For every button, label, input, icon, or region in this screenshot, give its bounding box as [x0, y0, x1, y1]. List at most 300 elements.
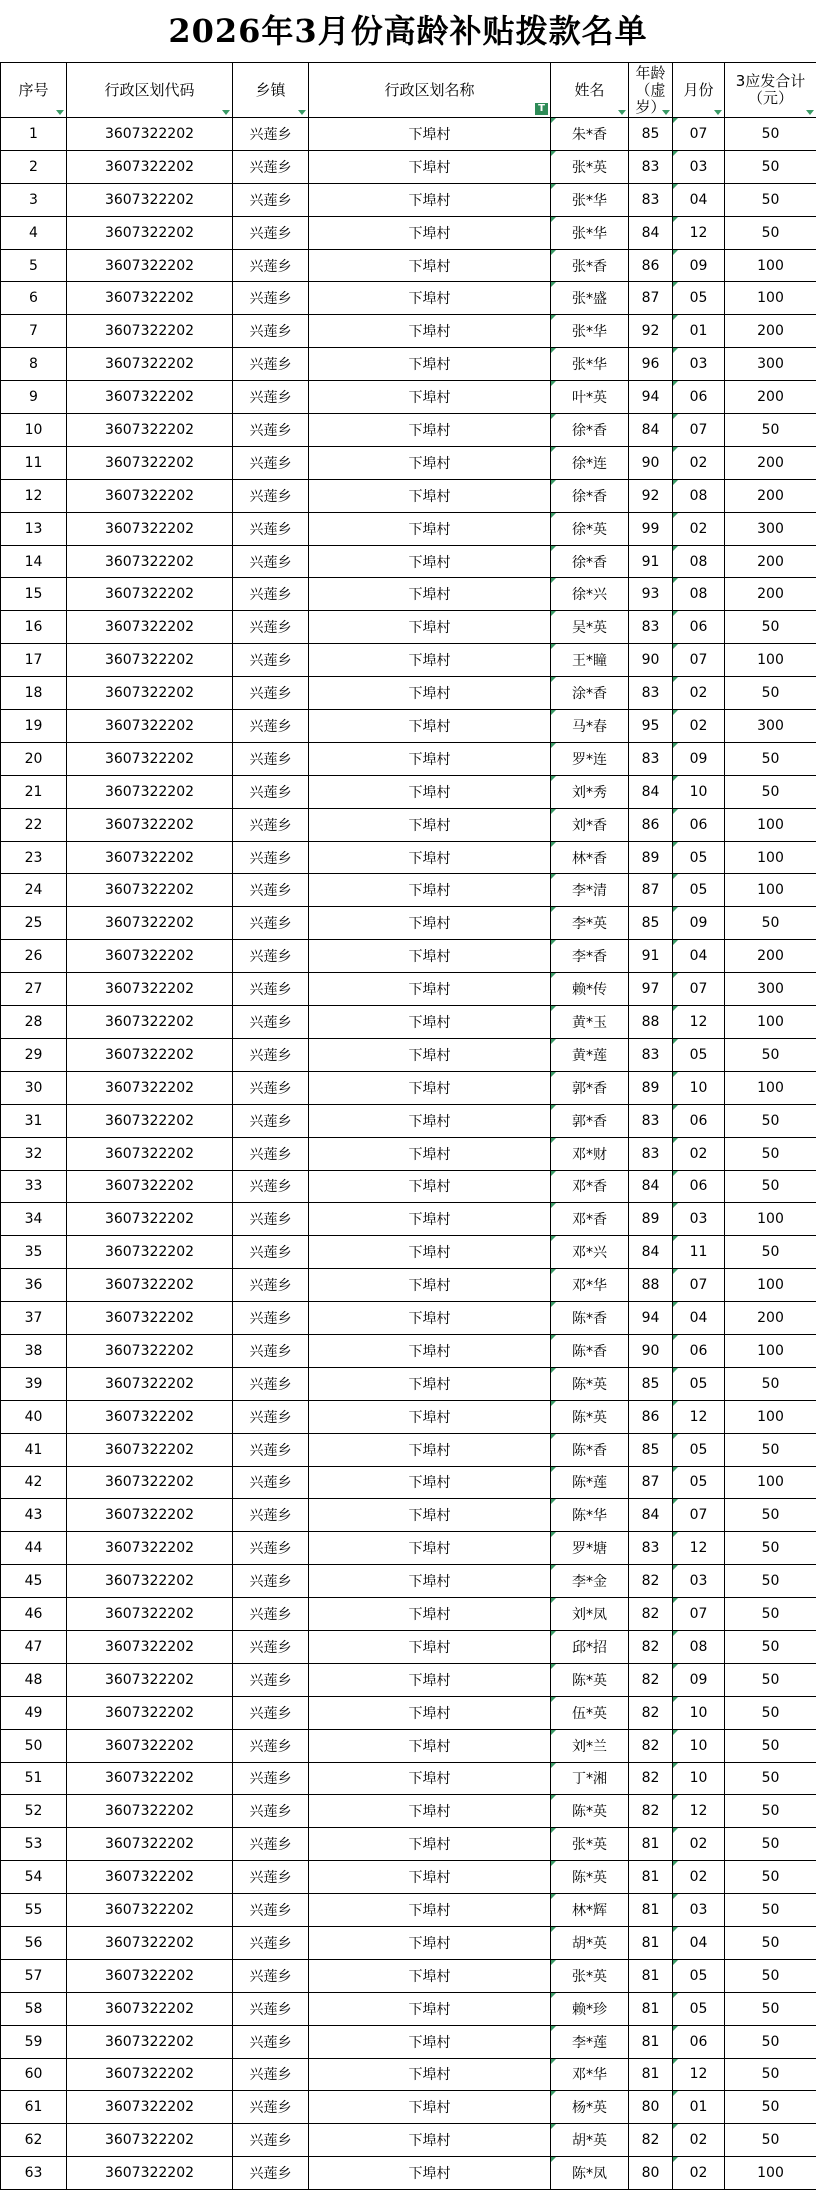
region-name-cell[interactable]: 下埠村: [309, 1828, 551, 1861]
town-cell[interactable]: 兴莲乡: [233, 2091, 309, 2124]
region-name-cell[interactable]: 下埠村: [309, 677, 551, 710]
region-name-cell[interactable]: 下埠村: [309, 644, 551, 677]
month-cell[interactable]: 09: [673, 907, 725, 940]
region-name-cell[interactable]: 下埠村: [309, 1894, 551, 1927]
town-cell[interactable]: 兴莲乡: [233, 644, 309, 677]
age-cell[interactable]: 90: [629, 1334, 673, 1367]
name-cell[interactable]: 郭*香: [551, 1104, 629, 1137]
seq-cell[interactable]: 9: [1, 381, 67, 414]
month-cell[interactable]: 05: [673, 841, 725, 874]
seq-cell[interactable]: 57: [1, 1959, 67, 1992]
age-cell[interactable]: 83: [629, 183, 673, 216]
age-cell[interactable]: 83: [629, 611, 673, 644]
seq-cell[interactable]: 36: [1, 1269, 67, 1302]
filter-dropdown-icon[interactable]: [222, 110, 230, 115]
region-name-cell[interactable]: 下埠村: [309, 1466, 551, 1499]
seq-cell[interactable]: 46: [1, 1598, 67, 1631]
age-cell[interactable]: 84: [629, 1170, 673, 1203]
code-cell[interactable]: 3607322202: [67, 1466, 233, 1499]
age-cell[interactable]: 91: [629, 940, 673, 973]
name-cell[interactable]: 徐*英: [551, 512, 629, 545]
name-cell[interactable]: 李*金: [551, 1565, 629, 1598]
age-cell[interactable]: 88: [629, 1269, 673, 1302]
name-cell[interactable]: 徐*香: [551, 479, 629, 512]
region-name-cell[interactable]: 下埠村: [309, 1038, 551, 1071]
name-cell[interactable]: 陈*凤: [551, 2157, 629, 2190]
amount-cell[interactable]: 50: [725, 2124, 816, 2157]
name-cell[interactable]: 李*香: [551, 940, 629, 973]
town-cell[interactable]: 兴莲乡: [233, 414, 309, 447]
code-cell[interactable]: 3607322202: [67, 1894, 233, 1927]
region-name-cell[interactable]: 下埠村: [309, 1959, 551, 1992]
filter-active-icon[interactable]: T: [535, 103, 548, 115]
age-cell[interactable]: 87: [629, 282, 673, 315]
month-cell[interactable]: 06: [673, 1104, 725, 1137]
amount-cell[interactable]: 50: [725, 1992, 816, 2025]
amount-cell[interactable]: 100: [725, 808, 816, 841]
town-cell[interactable]: 兴莲乡: [233, 1038, 309, 1071]
age-cell[interactable]: 84: [629, 1499, 673, 1532]
town-cell[interactable]: 兴莲乡: [233, 1203, 309, 1236]
code-cell[interactable]: 3607322202: [67, 2157, 233, 2190]
code-cell[interactable]: 3607322202: [67, 1926, 233, 1959]
amount-cell[interactable]: 50: [725, 1532, 816, 1565]
name-cell[interactable]: 陈*香: [551, 1334, 629, 1367]
age-cell[interactable]: 95: [629, 710, 673, 743]
seq-cell[interactable]: 10: [1, 414, 67, 447]
town-cell[interactable]: 兴莲乡: [233, 775, 309, 808]
month-cell[interactable]: 12: [673, 1006, 725, 1039]
town-cell[interactable]: 兴莲乡: [233, 940, 309, 973]
code-cell[interactable]: 3607322202: [67, 2025, 233, 2058]
amount-cell[interactable]: 100: [725, 644, 816, 677]
region-name-cell[interactable]: 下埠村: [309, 2091, 551, 2124]
age-cell[interactable]: 81: [629, 1828, 673, 1861]
name-cell[interactable]: 罗*塘: [551, 1532, 629, 1565]
name-cell[interactable]: 刘*秀: [551, 775, 629, 808]
seq-cell[interactable]: 34: [1, 1203, 67, 1236]
month-cell[interactable]: 12: [673, 2058, 725, 2091]
amount-cell[interactable]: 50: [725, 1598, 816, 1631]
seq-cell[interactable]: 54: [1, 1861, 67, 1894]
month-cell[interactable]: 08: [673, 578, 725, 611]
code-cell[interactable]: 3607322202: [67, 1696, 233, 1729]
town-cell[interactable]: 兴莲乡: [233, 446, 309, 479]
age-cell[interactable]: 83: [629, 1104, 673, 1137]
name-cell[interactable]: 杨*英: [551, 2091, 629, 2124]
town-cell[interactable]: 兴莲乡: [233, 611, 309, 644]
age-cell[interactable]: 83: [629, 742, 673, 775]
code-cell[interactable]: 3607322202: [67, 907, 233, 940]
name-cell[interactable]: 陈*英: [551, 1663, 629, 1696]
code-cell[interactable]: 3607322202: [67, 1302, 233, 1335]
month-cell[interactable]: 04: [673, 940, 725, 973]
amount-cell[interactable]: 50: [725, 2058, 816, 2091]
seq-cell[interactable]: 5: [1, 249, 67, 282]
month-cell[interactable]: 04: [673, 183, 725, 216]
town-cell[interactable]: 兴莲乡: [233, 1828, 309, 1861]
seq-cell[interactable]: 45: [1, 1565, 67, 1598]
name-cell[interactable]: 胡*英: [551, 2124, 629, 2157]
seq-cell[interactable]: 4: [1, 216, 67, 249]
month-cell[interactable]: 07: [673, 1598, 725, 1631]
town-cell[interactable]: 兴莲乡: [233, 1137, 309, 1170]
seq-cell[interactable]: 19: [1, 710, 67, 743]
age-cell[interactable]: 86: [629, 808, 673, 841]
filter-dropdown-icon[interactable]: [298, 110, 306, 115]
town-cell[interactable]: 兴莲乡: [233, 1959, 309, 1992]
code-cell[interactable]: 3607322202: [67, 611, 233, 644]
code-cell[interactable]: 3607322202: [67, 414, 233, 447]
region-name-cell[interactable]: 下埠村: [309, 545, 551, 578]
seq-cell[interactable]: 31: [1, 1104, 67, 1137]
seq-cell[interactable]: 15: [1, 578, 67, 611]
age-cell[interactable]: 83: [629, 1532, 673, 1565]
seq-cell[interactable]: 33: [1, 1170, 67, 1203]
town-cell[interactable]: 兴莲乡: [233, 1598, 309, 1631]
filter-dropdown-icon[interactable]: [714, 110, 722, 115]
region-name-cell[interactable]: 下埠村: [309, 446, 551, 479]
code-cell[interactable]: 3607322202: [67, 1203, 233, 1236]
seq-cell[interactable]: 25: [1, 907, 67, 940]
month-cell[interactable]: 02: [673, 1861, 725, 1894]
code-cell[interactable]: 3607322202: [67, 249, 233, 282]
name-cell[interactable]: 李*莲: [551, 2025, 629, 2058]
amount-cell[interactable]: 50: [725, 1137, 816, 1170]
code-cell[interactable]: 3607322202: [67, 1532, 233, 1565]
age-cell[interactable]: 82: [629, 1630, 673, 1663]
code-cell[interactable]: 3607322202: [67, 381, 233, 414]
town-cell[interactable]: 兴莲乡: [233, 808, 309, 841]
age-cell[interactable]: 80: [629, 2091, 673, 2124]
amount-cell[interactable]: 100: [725, 874, 816, 907]
seq-cell[interactable]: 40: [1, 1400, 67, 1433]
region-name-cell[interactable]: 下埠村: [309, 2124, 551, 2157]
region-name-cell[interactable]: 下埠村: [309, 1696, 551, 1729]
name-cell[interactable]: 黄*玉: [551, 1006, 629, 1039]
name-cell[interactable]: 徐*香: [551, 414, 629, 447]
code-cell[interactable]: 3607322202: [67, 150, 233, 183]
region-name-cell[interactable]: 下埠村: [309, 1729, 551, 1762]
name-cell[interactable]: 张*英: [551, 150, 629, 183]
seq-cell[interactable]: 13: [1, 512, 67, 545]
region-name-cell[interactable]: 下埠村: [309, 1630, 551, 1663]
town-cell[interactable]: 兴莲乡: [233, 1795, 309, 1828]
month-cell[interactable]: 02: [673, 512, 725, 545]
name-cell[interactable]: 赖*珍: [551, 1992, 629, 2025]
age-cell[interactable]: 81: [629, 1992, 673, 2025]
region-name-cell[interactable]: 下埠村: [309, 1663, 551, 1696]
region-name-cell[interactable]: 下埠村: [309, 1400, 551, 1433]
name-cell[interactable]: 陈*华: [551, 1499, 629, 1532]
month-cell[interactable]: 02: [673, 2124, 725, 2157]
seq-cell[interactable]: 28: [1, 1006, 67, 1039]
amount-cell[interactable]: 50: [725, 1170, 816, 1203]
name-cell[interactable]: 邓*华: [551, 2058, 629, 2091]
region-name-cell[interactable]: 下埠村: [309, 512, 551, 545]
code-cell[interactable]: 3607322202: [67, 973, 233, 1006]
age-cell[interactable]: 85: [629, 118, 673, 151]
town-cell[interactable]: 兴莲乡: [233, 1367, 309, 1400]
amount-cell[interactable]: 100: [725, 282, 816, 315]
month-cell[interactable]: 02: [673, 2157, 725, 2190]
age-cell[interactable]: 83: [629, 677, 673, 710]
month-cell[interactable]: 04: [673, 1302, 725, 1335]
amount-cell[interactable]: 50: [725, 1499, 816, 1532]
town-cell[interactable]: 兴莲乡: [233, 249, 309, 282]
amount-cell[interactable]: 200: [725, 479, 816, 512]
region-name-cell[interactable]: 下埠村: [309, 1302, 551, 1335]
age-cell[interactable]: 85: [629, 907, 673, 940]
header-age[interactable]: [629, 63, 673, 118]
amount-cell[interactable]: 50: [725, 1696, 816, 1729]
code-cell[interactable]: 3607322202: [67, 1400, 233, 1433]
name-cell[interactable]: 伍*英: [551, 1696, 629, 1729]
amount-cell[interactable]: 50: [725, 2025, 816, 2058]
region-name-cell[interactable]: 下埠村: [309, 1499, 551, 1532]
code-cell[interactable]: 3607322202: [67, 808, 233, 841]
age-cell[interactable]: 92: [629, 479, 673, 512]
name-cell[interactable]: 陈*英: [551, 1367, 629, 1400]
month-cell[interactable]: 01: [673, 2091, 725, 2124]
month-cell[interactable]: 05: [673, 1959, 725, 1992]
region-name-cell[interactable]: 下埠村: [309, 1137, 551, 1170]
region-name-cell[interactable]: 下埠村: [309, 1532, 551, 1565]
region-name-cell[interactable]: 下埠村: [309, 1795, 551, 1828]
amount-cell[interactable]: 50: [725, 1795, 816, 1828]
age-cell[interactable]: 81: [629, 1861, 673, 1894]
month-cell[interactable]: 05: [673, 1433, 725, 1466]
region-name-cell[interactable]: 下埠村: [309, 2025, 551, 2058]
name-cell[interactable]: 邱*招: [551, 1630, 629, 1663]
age-cell[interactable]: 81: [629, 1894, 673, 1927]
seq-cell[interactable]: 1: [1, 118, 67, 151]
amount-cell[interactable]: 50: [725, 775, 816, 808]
month-cell[interactable]: 10: [673, 1071, 725, 1104]
region-name-cell[interactable]: 下埠村: [309, 578, 551, 611]
region-name-cell[interactable]: 下埠村: [309, 1334, 551, 1367]
month-cell[interactable]: 06: [673, 1334, 725, 1367]
amount-cell[interactable]: 100: [725, 1334, 816, 1367]
code-cell[interactable]: 3607322202: [67, 1104, 233, 1137]
amount-cell[interactable]: 50: [725, 611, 816, 644]
age-cell[interactable]: 82: [629, 2124, 673, 2157]
name-cell[interactable]: 刘*香: [551, 808, 629, 841]
seq-cell[interactable]: 7: [1, 315, 67, 348]
amount-cell[interactable]: 50: [725, 1926, 816, 1959]
seq-cell[interactable]: 24: [1, 874, 67, 907]
seq-cell[interactable]: 22: [1, 808, 67, 841]
age-cell[interactable]: 84: [629, 216, 673, 249]
code-cell[interactable]: 3607322202: [67, 1630, 233, 1663]
code-cell[interactable]: 3607322202: [67, 1861, 233, 1894]
town-cell[interactable]: 兴莲乡: [233, 545, 309, 578]
month-cell[interactable]: 03: [673, 150, 725, 183]
code-cell[interactable]: 3607322202: [67, 1038, 233, 1071]
age-cell[interactable]: 88: [629, 1006, 673, 1039]
amount-cell[interactable]: 200: [725, 446, 816, 479]
region-name-cell[interactable]: 下埠村: [309, 907, 551, 940]
code-cell[interactable]: 3607322202: [67, 315, 233, 348]
town-cell[interactable]: 兴莲乡: [233, 677, 309, 710]
code-cell[interactable]: 3607322202: [67, 841, 233, 874]
amount-cell[interactable]: 300: [725, 973, 816, 1006]
seq-cell[interactable]: 39: [1, 1367, 67, 1400]
amount-cell[interactable]: 50: [725, 907, 816, 940]
amount-cell[interactable]: 50: [725, 2091, 816, 2124]
region-name-cell[interactable]: 下埠村: [309, 775, 551, 808]
town-cell[interactable]: 兴莲乡: [233, 183, 309, 216]
age-cell[interactable]: 82: [629, 1565, 673, 1598]
region-name-cell[interactable]: 下埠村: [309, 1170, 551, 1203]
month-cell[interactable]: 07: [673, 973, 725, 1006]
name-cell[interactable]: 张*华: [551, 348, 629, 381]
age-cell[interactable]: 81: [629, 1959, 673, 1992]
town-cell[interactable]: 兴莲乡: [233, 2124, 309, 2157]
month-cell[interactable]: 02: [673, 1828, 725, 1861]
code-cell[interactable]: 3607322202: [67, 2058, 233, 2091]
month-cell[interactable]: 07: [673, 1269, 725, 1302]
code-cell[interactable]: 3607322202: [67, 1598, 233, 1631]
name-cell[interactable]: 邓*香: [551, 1170, 629, 1203]
code-cell[interactable]: 3607322202: [67, 1006, 233, 1039]
code-cell[interactable]: 3607322202: [67, 1433, 233, 1466]
age-cell[interactable]: 84: [629, 414, 673, 447]
month-cell[interactable]: 05: [673, 1466, 725, 1499]
age-cell[interactable]: 94: [629, 1302, 673, 1335]
region-name-cell[interactable]: 下埠村: [309, 150, 551, 183]
month-cell[interactable]: 06: [673, 611, 725, 644]
region-name-cell[interactable]: 下埠村: [309, 1565, 551, 1598]
town-cell[interactable]: 兴莲乡: [233, 315, 309, 348]
seq-cell[interactable]: 12: [1, 479, 67, 512]
seq-cell[interactable]: 59: [1, 2025, 67, 2058]
name-cell[interactable]: 张*华: [551, 315, 629, 348]
amount-cell[interactable]: 50: [725, 1236, 816, 1269]
amount-cell[interactable]: 50: [725, 1104, 816, 1137]
name-cell[interactable]: 刘*凤: [551, 1598, 629, 1631]
region-name-cell[interactable]: 下埠村: [309, 315, 551, 348]
town-cell[interactable]: 兴莲乡: [233, 1861, 309, 1894]
town-cell[interactable]: 兴莲乡: [233, 1762, 309, 1795]
seq-cell[interactable]: 27: [1, 973, 67, 1006]
town-cell[interactable]: 兴莲乡: [233, 1334, 309, 1367]
name-cell[interactable]: 陈*香: [551, 1302, 629, 1335]
age-cell[interactable]: 89: [629, 1203, 673, 1236]
town-cell[interactable]: 兴莲乡: [233, 1466, 309, 1499]
code-cell[interactable]: 3607322202: [67, 1269, 233, 1302]
filter-dropdown-icon[interactable]: [662, 110, 670, 115]
age-cell[interactable]: 85: [629, 1433, 673, 1466]
month-cell[interactable]: 02: [673, 677, 725, 710]
name-cell[interactable]: 张*英: [551, 1959, 629, 1992]
town-cell[interactable]: 兴莲乡: [233, 381, 309, 414]
seq-cell[interactable]: 2: [1, 150, 67, 183]
code-cell[interactable]: 3607322202: [67, 1565, 233, 1598]
age-cell[interactable]: 86: [629, 1400, 673, 1433]
seq-cell[interactable]: 18: [1, 677, 67, 710]
region-name-cell[interactable]: 下埠村: [309, 808, 551, 841]
age-cell[interactable]: 81: [629, 2025, 673, 2058]
seq-cell[interactable]: 23: [1, 841, 67, 874]
town-cell[interactable]: 兴莲乡: [233, 1663, 309, 1696]
amount-cell[interactable]: 200: [725, 315, 816, 348]
name-cell[interactable]: 邓*财: [551, 1137, 629, 1170]
region-name-cell[interactable]: 下埠村: [309, 874, 551, 907]
month-cell[interactable]: 10: [673, 775, 725, 808]
month-cell[interactable]: 05: [673, 874, 725, 907]
region-name-cell[interactable]: 下埠村: [309, 1433, 551, 1466]
name-cell[interactable]: 丁*湘: [551, 1762, 629, 1795]
code-cell[interactable]: 3607322202: [67, 644, 233, 677]
age-cell[interactable]: 82: [629, 1696, 673, 1729]
age-cell[interactable]: 94: [629, 381, 673, 414]
header-seq[interactable]: [1, 63, 67, 118]
name-cell[interactable]: 李*英: [551, 907, 629, 940]
age-cell[interactable]: 90: [629, 644, 673, 677]
name-cell[interactable]: 林*香: [551, 841, 629, 874]
town-cell[interactable]: 兴莲乡: [233, 1926, 309, 1959]
month-cell[interactable]: 08: [673, 545, 725, 578]
age-cell[interactable]: 87: [629, 1466, 673, 1499]
month-cell[interactable]: 06: [673, 381, 725, 414]
seq-cell[interactable]: 29: [1, 1038, 67, 1071]
region-name-cell[interactable]: 下埠村: [309, 1203, 551, 1236]
month-cell[interactable]: 05: [673, 1992, 725, 2025]
code-cell[interactable]: 3607322202: [67, 2124, 233, 2157]
town-cell[interactable]: 兴莲乡: [233, 118, 309, 151]
code-cell[interactable]: 3607322202: [67, 1828, 233, 1861]
town-cell[interactable]: 兴莲乡: [233, 710, 309, 743]
region-name-cell[interactable]: 下埠村: [309, 940, 551, 973]
amount-cell[interactable]: 50: [725, 1861, 816, 1894]
code-cell[interactable]: 3607322202: [67, 512, 233, 545]
town-cell[interactable]: 兴莲乡: [233, 1630, 309, 1663]
name-cell[interactable]: 刘*兰: [551, 1729, 629, 1762]
region-name-cell[interactable]: 下埠村: [309, 1367, 551, 1400]
month-cell[interactable]: 05: [673, 1038, 725, 1071]
town-cell[interactable]: 兴莲乡: [233, 512, 309, 545]
town-cell[interactable]: 兴莲乡: [233, 1006, 309, 1039]
month-cell[interactable]: 05: [673, 282, 725, 315]
month-cell[interactable]: 02: [673, 446, 725, 479]
amount-cell[interactable]: 200: [725, 578, 816, 611]
amount-cell[interactable]: 50: [725, 1433, 816, 1466]
town-cell[interactable]: 兴莲乡: [233, 2157, 309, 2190]
amount-cell[interactable]: 100: [725, 1466, 816, 1499]
seq-cell[interactable]: 42: [1, 1466, 67, 1499]
seq-cell[interactable]: 47: [1, 1630, 67, 1663]
age-cell[interactable]: 92: [629, 315, 673, 348]
month-cell[interactable]: 07: [673, 1499, 725, 1532]
seq-cell[interactable]: 50: [1, 1729, 67, 1762]
code-cell[interactable]: 3607322202: [67, 677, 233, 710]
age-cell[interactable]: 84: [629, 1236, 673, 1269]
code-cell[interactable]: 3607322202: [67, 1992, 233, 2025]
code-cell[interactable]: 3607322202: [67, 1170, 233, 1203]
amount-cell[interactable]: 50: [725, 1663, 816, 1696]
region-name-cell[interactable]: 下埠村: [309, 1236, 551, 1269]
town-cell[interactable]: 兴莲乡: [233, 1532, 309, 1565]
seq-cell[interactable]: 51: [1, 1762, 67, 1795]
region-name-cell[interactable]: 下埠村: [309, 2157, 551, 2190]
amount-cell[interactable]: 50: [725, 742, 816, 775]
month-cell[interactable]: 11: [673, 1236, 725, 1269]
amount-cell[interactable]: 200: [725, 940, 816, 973]
month-cell[interactable]: 10: [673, 1729, 725, 1762]
region-name-cell[interactable]: 下埠村: [309, 381, 551, 414]
amount-cell[interactable]: 50: [725, 1729, 816, 1762]
